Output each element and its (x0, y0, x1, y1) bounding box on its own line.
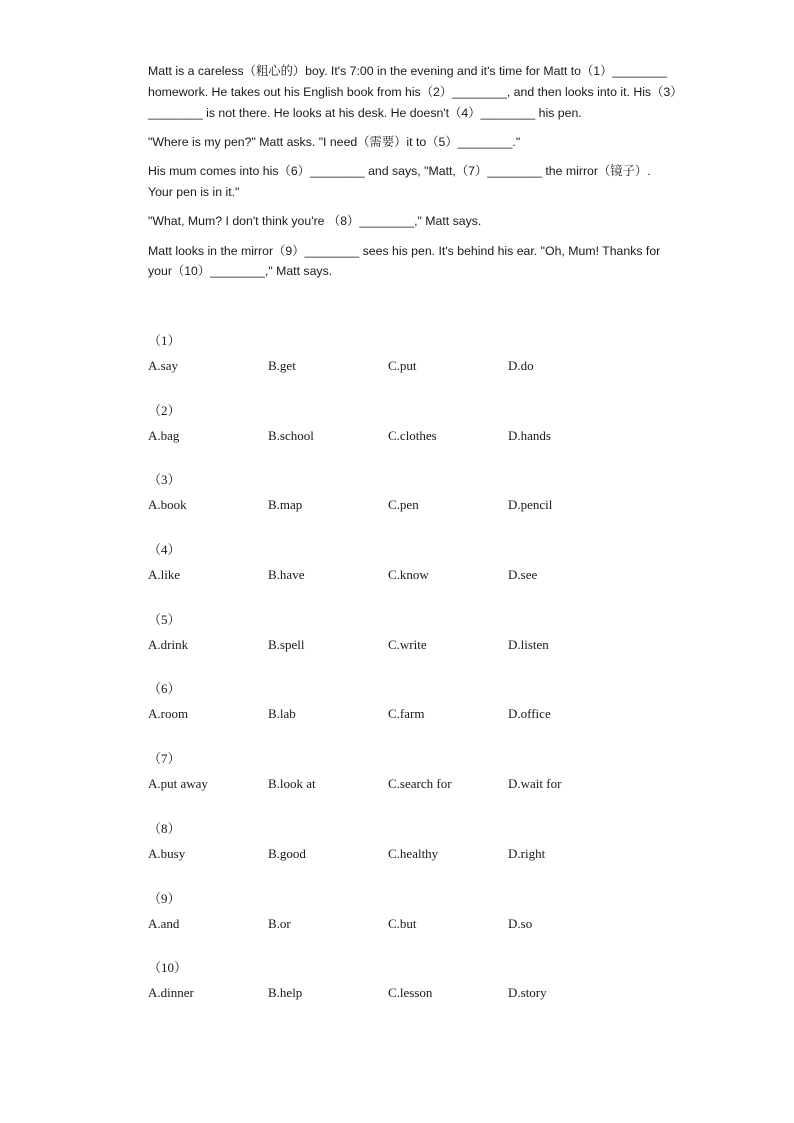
option-a[interactable]: A.bag (148, 427, 180, 443)
option-d[interactable]: D.so (508, 915, 533, 931)
option-c[interactable]: C.lesson (388, 985, 433, 1001)
option-b[interactable]: B.school (268, 427, 314, 443)
option-c[interactable]: C.healthy (388, 845, 439, 861)
passage-paragraph: Matt looks in the mirror（9）________ sees his pen. It's behind his ear. "Oh, Mum! Thanks for your（10）________," Matt says. (148, 243, 661, 279)
option-b[interactable]: B.good (268, 845, 306, 861)
option-d[interactable]: D.wait for (508, 776, 562, 792)
option-a[interactable]: A.dinner (148, 985, 194, 1001)
option-b[interactable]: B.lab (268, 706, 296, 722)
option-row (148, 843, 668, 865)
option-row (148, 564, 668, 586)
option-d[interactable]: D.pencil (508, 497, 553, 513)
option-row (148, 355, 668, 377)
option-c[interactable]: C.clothes (388, 427, 437, 443)
option-row (148, 773, 668, 795)
option-row (148, 425, 668, 447)
option-a[interactable]: A.and (148, 915, 180, 931)
option-a[interactable]: A.drink (148, 636, 189, 652)
option-b[interactable]: B.map (268, 497, 303, 513)
option-d[interactable]: D.listen (508, 636, 549, 652)
question-number: （1） (148, 333, 181, 348)
option-a[interactable]: A.book (148, 497, 187, 513)
option-b[interactable]: B.spell (268, 636, 305, 652)
question-item (148, 610, 668, 680)
question-number: （2） (148, 402, 181, 418)
question-number: （7） (148, 751, 181, 767)
option-b[interactable]: B.or (268, 915, 291, 931)
question-number: （3） (148, 472, 181, 488)
question-item (148, 679, 668, 749)
question-number: （10） (148, 960, 188, 976)
question-number: （6） (148, 681, 181, 697)
option-c[interactable]: C.know (388, 567, 429, 583)
option-d[interactable]: D.office (508, 706, 551, 722)
option-row (148, 703, 668, 725)
option-c[interactable]: C.search for (388, 776, 452, 792)
option-d[interactable]: D.story (508, 985, 547, 1001)
option-row (148, 913, 668, 935)
question-number: （4） (148, 542, 181, 558)
option-d[interactable]: D.right (508, 845, 546, 861)
passage-paragraph: "What, Mum? I don't think you're （8）________," Matt says. (148, 214, 482, 229)
option-b[interactable]: B.help (268, 985, 303, 1001)
passage-paragraph: His mum comes into his（6）________ and says, "Matt,（7）________ the mirror（镜子）. Your pen is in it." (148, 164, 651, 199)
option-row (148, 634, 668, 656)
option-b[interactable]: B.look at (268, 776, 316, 792)
question-item (148, 749, 668, 819)
question-number: （5） (148, 611, 181, 627)
option-b[interactable]: B.have (268, 567, 305, 583)
question-list (148, 331, 668, 1028)
option-row (148, 982, 668, 1004)
option-a[interactable]: A.like (148, 567, 181, 583)
option-d[interactable]: D.see (508, 567, 538, 583)
option-a[interactable]: A.busy (148, 845, 186, 861)
question-item (148, 889, 668, 959)
passage-paragraph: "Where is my pen?" Matt asks. "I need（需要）it to（5）________." (148, 134, 521, 149)
option-c[interactable]: C.write (388, 636, 427, 652)
option-b[interactable]: B.get (268, 358, 296, 373)
option-c[interactable]: C.put (388, 358, 417, 373)
question-item (148, 401, 668, 471)
question-item (148, 470, 668, 540)
option-a[interactable]: A.room (148, 706, 189, 722)
option-c[interactable]: C.but (388, 915, 417, 931)
reading-passage (148, 61, 678, 291)
option-d[interactable]: D.hands (508, 427, 551, 443)
option-a[interactable]: A.say (148, 358, 178, 373)
question-item (148, 958, 668, 1028)
option-row (148, 494, 668, 516)
question-item (148, 819, 668, 889)
question-item (148, 331, 668, 401)
option-d[interactable]: D.do (508, 358, 534, 373)
option-c[interactable]: C.pen (388, 497, 419, 513)
question-item (148, 540, 668, 610)
passage-paragraph: Matt is a careless（粗心的）boy. It's 7:00 in the evening and it's time for Matt to（1）________ homework. He takes out his English book from his（2）________, and then looks into it. His（3）________ is not there. He looks at his desk. He doesn't（4）________ his pen. (148, 64, 677, 120)
option-c[interactable]: C.farm (388, 706, 425, 722)
question-number: （9） (148, 890, 181, 906)
option-a[interactable]: A.put away (148, 776, 208, 792)
question-number: （8） (148, 820, 181, 836)
